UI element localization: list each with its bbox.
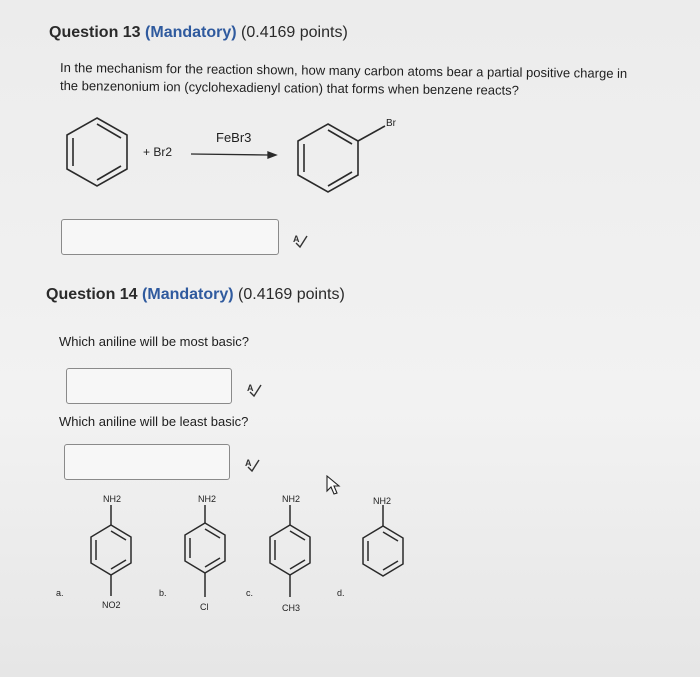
question-14-mandatory: (Mandatory) — [142, 286, 234, 303]
aniline-b-substituent: Cl — [200, 602, 209, 612]
aniline-d-top: NH2 — [373, 496, 392, 506]
bromine-reagent: + Br2 — [143, 145, 173, 159]
question-14-points: (0.4169 points) — [233, 286, 345, 303]
aniline-c-substituent-text: CH3 — [282, 603, 301, 613]
prompt-least-basic: Which aniline will be least basic? — [59, 414, 249, 429]
svg-text:A: A — [245, 458, 252, 468]
aniline-b-top: NH2 — [198, 494, 217, 504]
product-substituent-label: Br — [386, 118, 396, 129]
svg-text:A: A — [293, 234, 300, 244]
question-13-mandatory: (Mandatory) — [145, 24, 237, 41]
aniline-c-letter: c. — [246, 588, 254, 598]
svg-text:A: A — [247, 383, 254, 393]
catalyst-label: FeBr3 — [216, 130, 252, 145]
aniline-a-top: NH2 — [103, 494, 122, 504]
aniline-b-ring — [185, 505, 225, 597]
question-13-line-1: In the mechanism for the reaction shown, how many carbon atoms bear a partial positive charge in — [59, 60, 628, 81]
aniline-d-ring — [363, 505, 403, 576]
aniline-b-letter: b. — [159, 588, 167, 598]
aniline-c-top: NH2 — [282, 494, 301, 504]
question-13-label: Question 13 — [49, 24, 146, 41]
aniline-c-ring — [270, 505, 310, 597]
aniline-a-letter: a. — [56, 588, 64, 598]
question-14-label: Question 14 — [46, 286, 143, 303]
aniline-d-letter: d. — [337, 588, 345, 598]
aniline-a-ring — [91, 505, 131, 596]
question-13-points: (0.4169 points) — [236, 24, 348, 41]
question-13-line-2: the benzenonium ion (cyclohexadienyl cation) that forms when benzene reacts? — [59, 78, 519, 98]
prompt-most-basic: Which aniline will be most basic? — [59, 334, 250, 349]
aniline-a-substituent: NO2 — [102, 600, 121, 610]
